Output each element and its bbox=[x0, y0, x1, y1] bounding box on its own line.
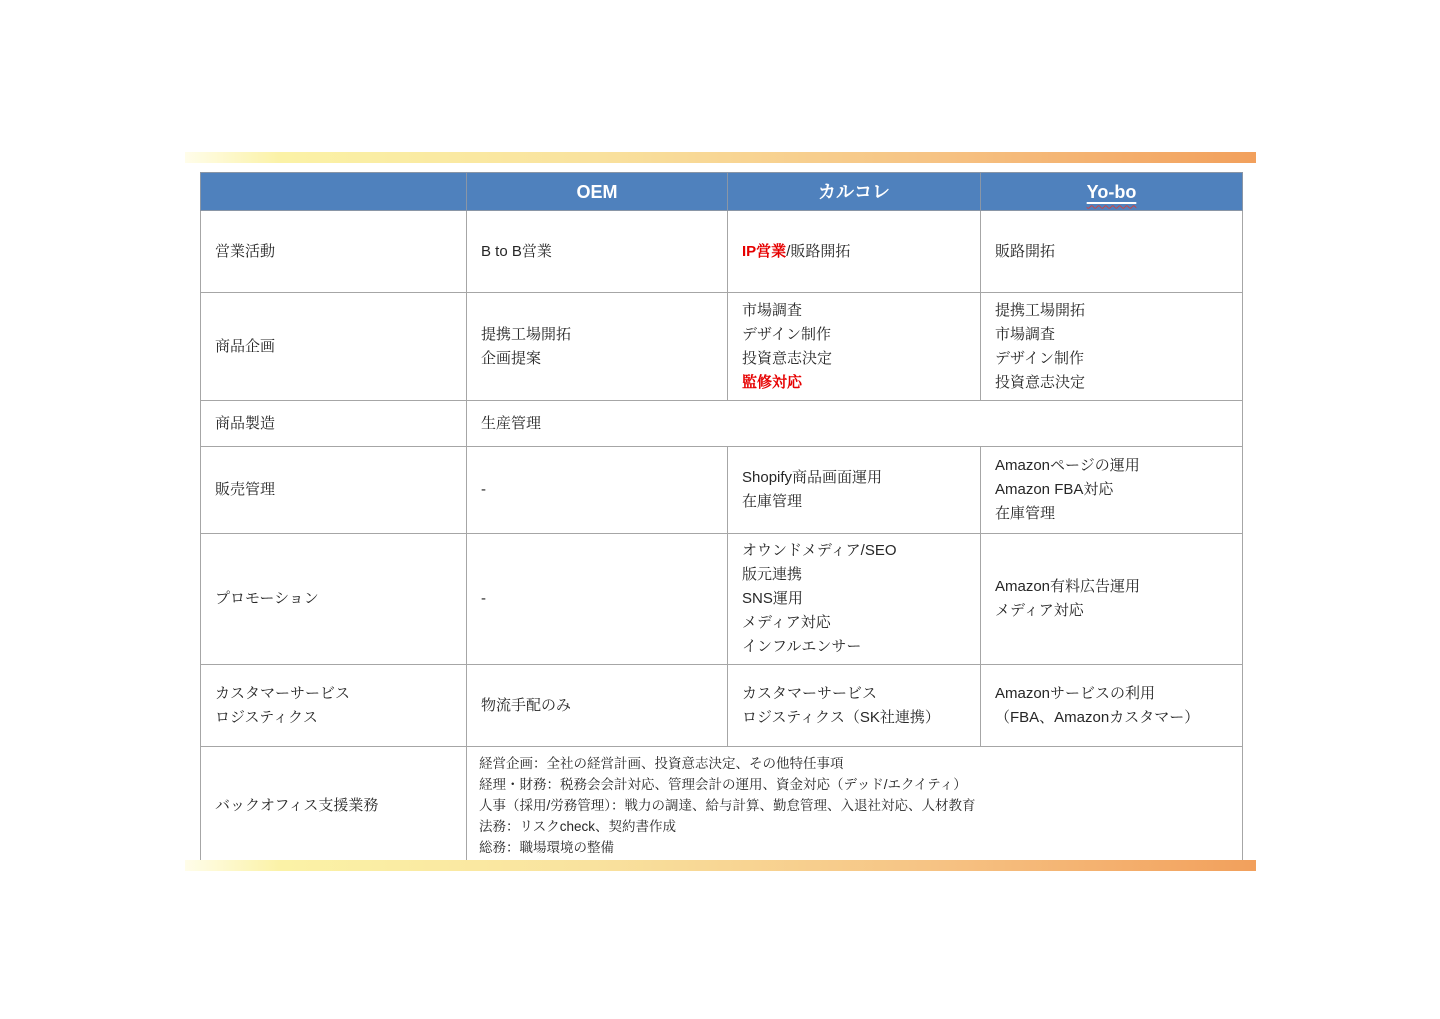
cell-planning-yobo: 提携工場開拓 市場調査 デザイン制作 投資意志決定 bbox=[981, 293, 1243, 401]
row-label-promotion: プロモーション bbox=[201, 534, 467, 665]
cell-promotion-karukore: オウンドメディア/SEO 版元連携 SNS運用 メディア対応 インフルエンサー bbox=[728, 534, 981, 665]
cell-cs-yobo: Amazonサービスの利用 （FBA、Amazonカスタマー） bbox=[981, 665, 1243, 747]
plain-text: /販路開拓 bbox=[786, 242, 851, 260]
business-comparison-table bbox=[200, 172, 1243, 865]
cell-sales-yobo: 販路開拓 bbox=[981, 211, 1243, 293]
row-label-customer-service-logistics: カスタマーサービス ロジスティクス bbox=[201, 665, 467, 747]
emphasis-text: 監修対応 bbox=[742, 373, 803, 391]
row-customer-service-logistics bbox=[201, 665, 1243, 747]
top-accent-bar bbox=[185, 152, 1256, 163]
header-oem: OEM bbox=[467, 173, 728, 211]
yobo-underline bbox=[1087, 182, 1137, 202]
row-backoffice bbox=[201, 747, 1243, 865]
cell-salesmgmt-karukore: Shopify商品画面運用 在庫管理 bbox=[728, 447, 981, 534]
cell-manufacturing-merged: 生産管理 bbox=[467, 401, 1243, 447]
emphasis-text: IP営業 bbox=[742, 242, 787, 260]
row-promotion bbox=[201, 534, 1243, 665]
cell-cs-oem: 物流手配のみ bbox=[467, 665, 728, 747]
cell-sales-karukore bbox=[728, 211, 981, 293]
yobo-spellcheck-squiggle: Yo-bo bbox=[1086, 181, 1137, 202]
row-label-product-planning: 商品企画 bbox=[201, 293, 467, 401]
bottom-accent-bar bbox=[185, 860, 1256, 871]
header-yobo bbox=[981, 173, 1243, 211]
cell-salesmgmt-yobo: Amazonページの運用 Amazon FBA対応 在庫管理 bbox=[981, 447, 1243, 534]
row-label-backoffice: バックオフィス支援業務 bbox=[201, 747, 467, 865]
row-label-sales-management: 販売管理 bbox=[201, 447, 467, 534]
row-label-manufacturing: 商品製造 bbox=[201, 401, 467, 447]
header-blank-cell bbox=[201, 173, 467, 211]
row-product-planning bbox=[201, 293, 1243, 401]
cell-planning-oem: 提携工場開拓 企画提案 bbox=[467, 293, 728, 401]
cell-backoffice-merged: 経営企画：全社の経営計画、投資意志決定、その他特任事項 経理・財務：税務会会計対応、管理会計の運用、資金対応（デッド/エクイティ） 人事（採用/労務管理）：戦力の調達、給与計算、勤怠管理、入退社対応、人材教育 法務：リスクcheck、契約書作成 総務：職場環境の整備 bbox=[467, 747, 1243, 865]
header-row bbox=[201, 173, 1243, 211]
cell-promotion-oem: - bbox=[467, 534, 728, 665]
cell-sales-oem: B to B営業 bbox=[467, 211, 728, 293]
row-sales-management bbox=[201, 447, 1243, 534]
row-manufacturing bbox=[201, 401, 1243, 447]
row-label-sales-activity: 営業活動 bbox=[201, 211, 467, 293]
cell-cs-karukore: カスタマーサービス ロジスティクス（SK社連携） bbox=[728, 665, 981, 747]
row-sales-activity bbox=[201, 211, 1243, 293]
cell-planning-karukore: 市場調査 デザイン制作 投資意志決定 監修対応 bbox=[728, 293, 981, 401]
header-karukore: カルコレ bbox=[728, 173, 981, 211]
cell-salesmgmt-oem: - bbox=[467, 447, 728, 534]
cell-promotion-yobo: Amazon有料広告運用 メディア対応 bbox=[981, 534, 1243, 665]
